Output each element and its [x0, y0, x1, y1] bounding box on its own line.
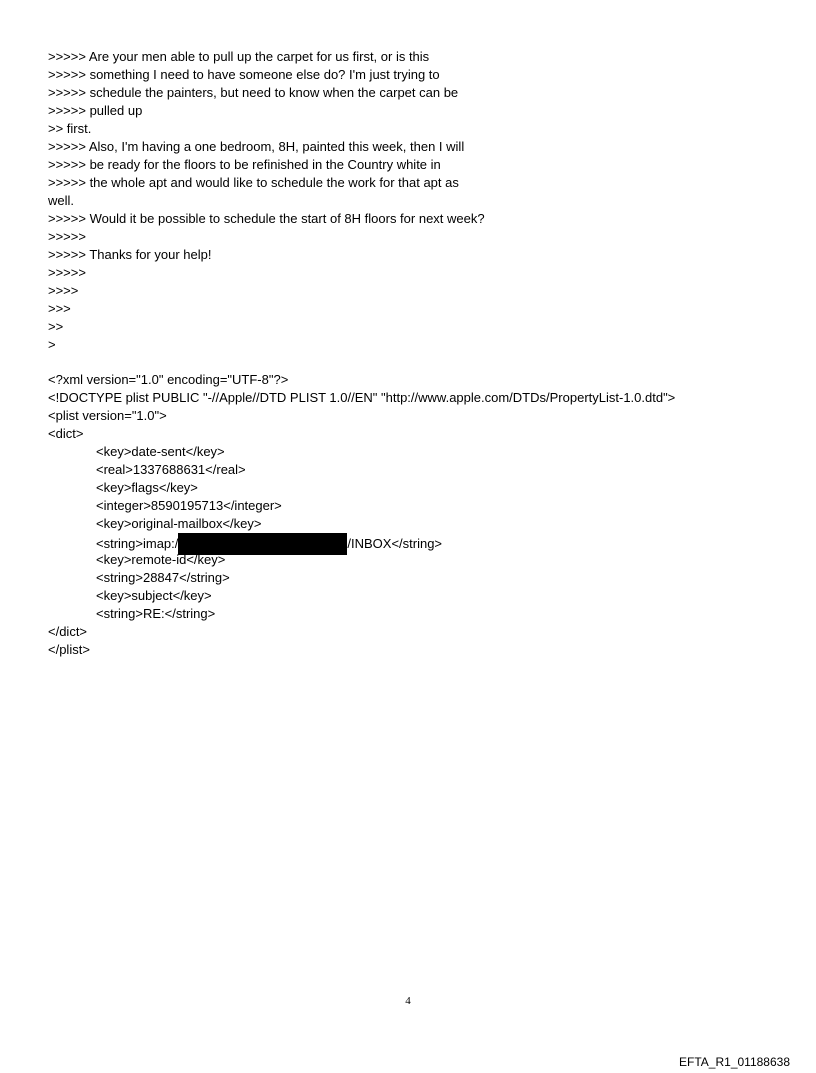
subject-string: <string>RE:</string>	[96, 606, 216, 621]
document-id: EFTA_R1_01188638	[679, 1055, 790, 1069]
key-subject: <key>subject</key>	[96, 588, 212, 603]
plist-close-tag: </plist>	[48, 642, 90, 657]
page-number: 4	[405, 995, 411, 1007]
email-line: >>>>>	[48, 265, 86, 280]
email-line: >> first.	[48, 121, 92, 136]
doctype-line: <!DOCTYPE plist PUBLIC "-//Apple//DTD PLIST 1.0//EN" "http://www.apple.com/DTDs/PropertyList-1.0.dtd">	[48, 390, 676, 405]
remote-id-string: <string>28847</string>	[96, 570, 230, 585]
plist-open-tag: <plist version="1.0">	[48, 408, 167, 423]
real-value: <real>1337688631</real>	[96, 462, 246, 477]
email-line: >>>>> something I need to have someone else do? I'm just trying to	[48, 67, 440, 82]
key-flags: <key>flags</key>	[96, 480, 198, 495]
xml-declaration: <?xml version="1.0" encoding="UTF-8"?>	[48, 372, 289, 387]
key-date-sent: <key>date-sent</key>	[96, 444, 225, 459]
key-remote-id: <key>remote-id</key>	[96, 552, 226, 567]
imap-suffix: /INBOX</string>	[347, 536, 443, 551]
email-line: well.	[48, 193, 75, 208]
dict-close-tag: </dict>	[48, 624, 88, 639]
email-line: >>>>> Would it be possible to schedule the start of 8H floors for next week?	[48, 211, 485, 226]
email-line: >>>>>	[48, 229, 86, 244]
plist-block	[48, 371, 788, 659]
quoted-email-block	[48, 48, 788, 354]
dict-open-tag: <dict>	[48, 426, 84, 441]
integer-value: <integer>8590195713</integer>	[96, 498, 282, 513]
key-original-mailbox: <key>original-mailbox</key>	[96, 516, 262, 531]
email-line: >>>>> schedule the painters, but need to know when the carpet can be	[48, 85, 459, 100]
email-line: >	[48, 337, 56, 352]
imap-string-line	[48, 533, 788, 551]
imap-prefix: <string>imap:/	[96, 536, 179, 551]
email-line: >>>>> pulled up	[48, 103, 143, 118]
email-line: >>>>> be ready for the floors to be refinished in the Country white in	[48, 157, 441, 172]
email-line: >>>>> the whole apt and would like to schedule the work for that apt as	[48, 175, 459, 190]
email-line: >>	[48, 319, 64, 334]
email-line: >>>>	[48, 283, 79, 298]
email-line: >>>>> Also, I'm having a one bedroom, 8H, painted this week, then I will	[48, 139, 465, 154]
email-line: >>>	[48, 301, 71, 316]
email-line: >>>>> Thanks for your help!	[48, 247, 212, 262]
email-line: >>>>> Are your men able to pull up the carpet for us first, or is this	[48, 49, 430, 64]
